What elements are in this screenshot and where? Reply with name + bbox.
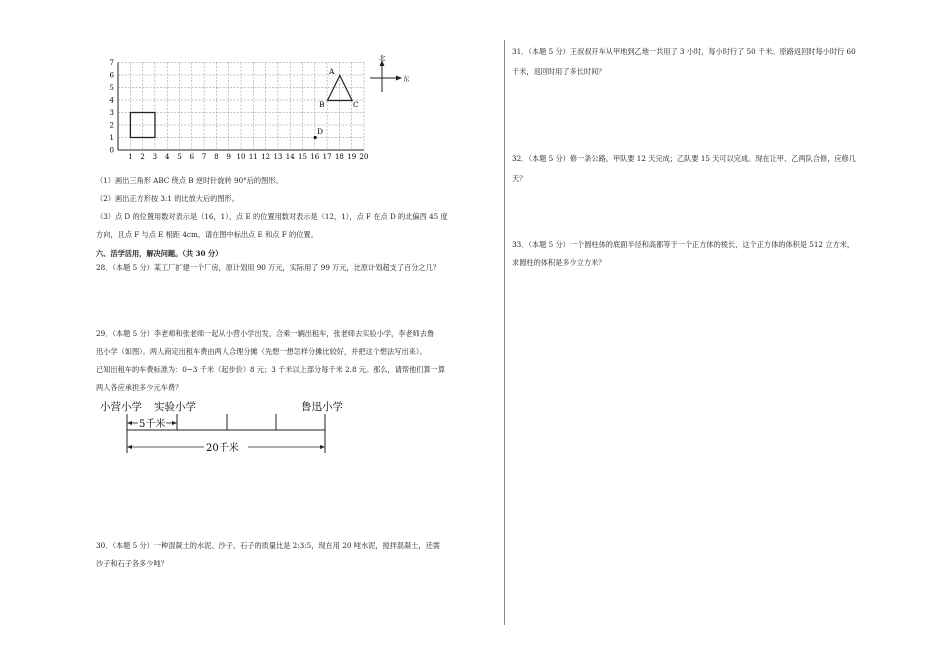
x-tick-label: 17 [322,153,332,161]
y-tick-label: 0 [109,146,114,155]
compass-north: 北 [379,54,386,62]
question-29-line1: 29．（本题 5 分）李老师和张老师一起从小营小学出发，合乘一辆出租车，张老师去实验小学，李老师去鲁 [96,329,435,338]
coordinate-grid [96,52,426,162]
question-31-line1: 31．（本题 5 分）王叔叔开车从甲地到乙地一共用了 3 小时，每小时行了 50 千米。原路返回时每小时行 60 [512,47,856,56]
sub-question-1: （1）画出三角形 ABC 绕点 B 逆时针旋转 90°后的图形。 [96,176,283,185]
question-30-line2: 沙子和石子各多少吨？ [96,559,168,568]
label-20km: 20千米 [206,443,239,454]
sub-question-3-line1: （3）点 D 的位置用数对表示是（16，1），点 E 的位置用数对表示是（12，1），点 F 在点 D 的北偏西 45 度 [96,212,448,221]
label-shiyan-school: 实验小学 [154,401,196,413]
x-tick-label: 8 [214,153,219,161]
question-29-line3: 已知出租车的车费标准为：0~3 千米（起步价）8 元；3 千米以上部分每千米 2.8 元。那么，请帮他们算一算 [96,365,446,374]
label-d: D [317,127,324,136]
sub-question-2: （2）画出正方形按 3:1 的比放大后的图形。 [96,194,239,203]
question-28: 28．（本题 5 分）某工厂扩建一个厂房，原计划用 90 万元，实际用了 99 万元，比原计划超支了百分之几？ [96,263,440,272]
route-diagram [96,396,366,466]
x-tick-label: 10 [236,153,246,161]
x-tick-label: 1 [128,153,133,161]
x-tick-label: 15 [298,153,307,161]
label-xiaoying-school: 小营小学 [100,401,142,413]
x-tick-label: 2 [140,153,145,161]
triangle-abc [328,76,353,101]
question-33-line2: 求圆柱的体积是多少立方米？ [512,258,606,267]
y-tick-label: 5 [109,84,114,92]
point-d [314,136,317,139]
label-5km: 5千米 [139,419,166,430]
compass-icon [370,60,402,92]
label-b: B [319,100,325,109]
column-divider [504,40,505,625]
x-tick-label: 18 [334,153,344,161]
x-tick-label: 13 [273,153,283,161]
x-tick-label: 5 [177,153,182,161]
question-29-line2: 迅小学（如图）。两人商定出租车费由两人合理分摊（先想一想怎样分摊比较好，并把这个想法写出来）。 [96,347,427,356]
x-tick-label: 11 [248,153,258,161]
y-tick-label: 7 [109,59,114,67]
x-tick-label: 14 [285,153,295,161]
y-tick-label: 3 [109,109,114,117]
x-tick-label: 20 [359,153,369,161]
y-tick-label: 1 [109,134,114,142]
label-a: A [329,67,335,76]
x-tick-label: 3 [152,153,158,161]
sub-question-3-line2: 方向，且点 F 与点 E 相距 4cm，请在图中标出点 E 和点 F 的位置。 [96,230,318,239]
x-tick-label: 12 [261,153,271,161]
x-tick-label: 7 [201,153,207,161]
y-tick-label: 4 [109,96,114,105]
question-32-line2: 天？ [512,174,527,183]
x-tick-label: 16 [310,153,320,161]
x-tick-label: 9 [226,153,231,161]
y-tick-label: 2 [109,121,114,130]
section-6-title: 六、活学活用，解决问题。（共 30 分） [96,249,223,258]
compass-east: 东 [403,75,410,83]
question-30-line1: 30．（本题 5 分）一种混凝土的水泥、沙子、石子的质量比是 2:3:5，现在用 20 吨水泥，搅拌混凝土，还需 [96,541,440,550]
question-29-line4: 两人各应承担多少元车费？ [96,383,183,392]
label-c: C [353,100,359,109]
label-luxun-school: 鲁迅小学 [301,401,343,413]
x-tick-label: 6 [189,153,195,161]
question-31-line2: 千米，返回时用了多长时间？ [512,67,606,76]
question-32-line1: 32．（本题 5 分）修一条公路，甲队要 12 天完成；乙队要 15 天可以完成。现在让甲、乙两队合修，应修几 [512,154,856,163]
x-tick-label: 19 [347,153,357,161]
y-tick-label: 6 [109,71,114,80]
question-33-line1: 33．（本题 5 分）一个圆柱体的底面半径和高都等于一个正方体的棱长，这个正方体的体积是 512 立方米， [512,240,855,249]
x-tick-label: 4 [164,153,170,161]
